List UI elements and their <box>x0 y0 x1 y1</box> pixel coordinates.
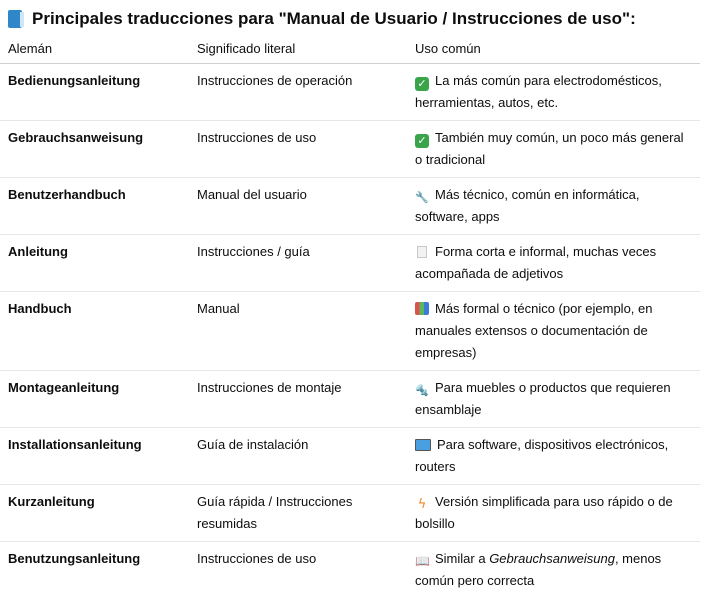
table-row <box>0 371 700 428</box>
common-usage <box>407 64 700 121</box>
table-row <box>0 235 700 292</box>
literal-meaning: Instrucciones de uso <box>189 121 407 178</box>
usage-text-suffix: , menos común pero correcta <box>415 551 662 588</box>
table-row <box>0 64 700 121</box>
common-usage <box>407 542 700 599</box>
usage-text: Versión simplificada para uso rápido o de bolsillo <box>415 494 673 531</box>
screwdriver-icon: 🔩 <box>415 384 429 397</box>
memo-icon <box>417 246 427 258</box>
usage-text: Más técnico, común en informática, software, apps <box>415 187 640 224</box>
books-icon <box>415 302 429 315</box>
header-uso-comun: Uso común <box>407 35 700 64</box>
literal-meaning: Instrucciones / guía <box>189 235 407 292</box>
german-term: Installationsanleitung <box>0 428 189 485</box>
literal-meaning: Guía rápida / Instrucciones resumidas <box>189 485 407 542</box>
literal-meaning: Manual <box>189 292 407 371</box>
lightning-icon: ϟ <box>417 497 427 512</box>
table-row <box>0 121 700 178</box>
usage-text-emphasis: Gebrauchsanweisung <box>489 551 615 566</box>
german-term: Gebrauchsanweisung <box>0 121 189 178</box>
computer-icon <box>415 439 431 451</box>
usage-text: Más formal o técnico (por ejemplo, en manuales extensos o documentación de empresas) <box>415 301 653 360</box>
german-term: Kurzanleitung <box>0 485 189 542</box>
common-usage <box>407 178 700 235</box>
table-row <box>0 292 700 371</box>
table-row <box>0 485 700 542</box>
german-term: Montageanleitung <box>0 371 189 428</box>
usage-text: Para software, dispositivos electrónicos, routers <box>415 437 669 474</box>
literal-meaning: Instrucciones de operación <box>189 64 407 121</box>
common-usage <box>407 121 700 178</box>
common-usage <box>407 371 700 428</box>
literal-meaning: Instrucciones de uso <box>197 551 317 566</box>
german-term: Bedienungsanleitung <box>0 64 189 121</box>
common-usage <box>407 485 700 542</box>
section-heading <box>8 9 636 29</box>
table-row <box>0 428 700 485</box>
literal-meaning: Instrucciones de montaje <box>189 371 407 428</box>
check-mark-icon: ✓ <box>415 77 429 91</box>
literal-meaning: Manual del usuario <box>189 178 407 235</box>
german-term: Benutzungsanleitung <box>8 551 141 566</box>
literal-meaning: Guía de instalación <box>189 428 407 485</box>
heading-text: Principales traducciones para "Manual de Usuario / Instrucciones de uso": <box>32 9 636 28</box>
german-term: Benutzerhandbuch <box>0 178 189 235</box>
table-row <box>0 178 700 235</box>
usage-text: También muy común, un poco más general o tradicional <box>415 130 684 167</box>
common-usage <box>407 292 700 371</box>
blue-book-icon <box>8 10 24 28</box>
usage-text: Para muebles o productos que requieren ensamblaje <box>415 380 671 417</box>
open-book-icon: 📖 <box>415 554 430 568</box>
common-usage <box>407 235 700 292</box>
german-term: Anleitung <box>0 235 189 292</box>
translations-table <box>0 35 700 598</box>
common-usage <box>407 428 700 485</box>
header-significado-literal: Significado literal <box>189 35 407 64</box>
table-row <box>0 542 700 599</box>
german-term: Handbuch <box>0 292 189 371</box>
usage-text-prefix: Similar a <box>435 551 490 566</box>
usage-text: La más común para electrodomésticos, herramientas, autos, etc. <box>415 73 662 110</box>
header-aleman: Alemán <box>0 35 189 64</box>
table-header-row <box>0 35 700 64</box>
usage-text: Forma corta e informal, muchas veces acompañada de adjetivos <box>415 244 657 281</box>
check-mark-icon: ✓ <box>415 134 429 148</box>
wrench-icon: 🔧 <box>415 191 429 204</box>
